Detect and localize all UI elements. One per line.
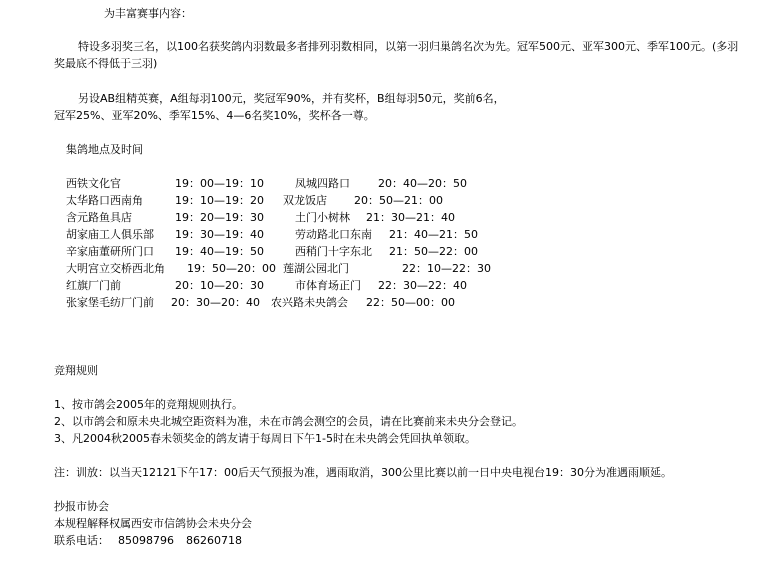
collection-right-time-2: 20：50—21：00 xyxy=(354,194,443,207)
collection-right-time-3: 21：30—21：40 xyxy=(366,211,455,224)
rights-line: 本规程解释权属西安市信鸽协会未央分会 xyxy=(54,517,252,530)
collection-right-place-2: 双龙饭店 xyxy=(283,194,327,207)
special-awards-line-2: 奖最底不得低于三羽) xyxy=(54,57,158,70)
rules-heading: 竞翔规则 xyxy=(54,364,98,377)
collection-right-place-5: 西稍门十字东北 xyxy=(295,245,372,258)
collection-heading: 集鸽地点及时间 xyxy=(66,143,143,156)
collection-right-place-4: 劳动路北口东南 xyxy=(295,228,372,241)
collection-left-place-8: 张家堡毛纺厂门前 xyxy=(66,296,154,309)
intro-line: 为丰富赛事内容： xyxy=(104,7,192,20)
collection-left-place-6: 大明宫立交桥西北角 xyxy=(66,262,165,275)
collection-left-place-3: 含元路鱼具店 xyxy=(66,211,132,224)
special-awards-line-1: 特设多羽奖三名，以100名获奖鸽内羽数最多者排列羽数相同，以第一羽归巢鸽名次为先。冠军500元、亚军300元、季军100元。(多羽 xyxy=(78,40,739,53)
collection-right-place-8: 农兴路未央鸽会 xyxy=(271,296,348,309)
collection-right-place-1: 凤城四路口 xyxy=(295,177,350,190)
ab-group-line-2: 冠军25%、亚军20%、季军15%、4—6名奖10%，奖杯各一尊。 xyxy=(54,109,375,122)
collection-right-time-7: 22：30—22：40 xyxy=(378,279,467,292)
phone-label: 联系电话： xyxy=(54,534,109,547)
collection-left-time-3: 19：20—19：30 xyxy=(175,211,264,224)
ab-group-line-1: 另设AB组精英赛，A组每羽100元，奖冠军90%，并有奖杯，B组每羽50元，奖前6名， xyxy=(78,92,505,105)
collection-left-time-1: 19：00—19：10 xyxy=(175,177,264,190)
note-line: 注：训放：以当天12121下午17：00后天气预报为准，遇雨取消，300公里比赛以前一日中央电视台19：30分为准遇雨顺延。 xyxy=(54,466,672,479)
cc-line: 抄报市协会 xyxy=(54,500,109,513)
collection-left-place-4: 胡家庙工人俱乐部 xyxy=(66,228,154,241)
collection-right-time-5: 21：50—22：00 xyxy=(389,245,478,258)
phone-number-1: 85098796 xyxy=(118,534,174,547)
phone-number-2: 86260718 xyxy=(186,534,242,547)
rule-item: 3、凡2004秋2005春未领奖金的鸽友请于每周日下午1-5时在未央鸽会凭回执单领取。 xyxy=(54,432,476,445)
collection-left-time-8: 20：30—20：40 xyxy=(171,296,260,309)
collection-right-place-3: 土门小树林 xyxy=(295,211,350,224)
collection-left-place-1: 西铁文化官 xyxy=(66,177,121,190)
collection-left-time-2: 19：10—19：20 xyxy=(175,194,264,207)
collection-right-time-4: 21：40—21：50 xyxy=(389,228,478,241)
collection-right-place-6: 莲湖公园北门 xyxy=(283,262,349,275)
rule-item: 2、以市鸽会和原未央北城空距资料为准，未在市鸽会测空的会员，请在比赛前来未央分会登记。 xyxy=(54,415,523,428)
collection-left-time-5: 19：40—19：50 xyxy=(175,245,264,258)
collection-left-time-4: 19：30—19：40 xyxy=(175,228,264,241)
collection-left-place-5: 辛家庙董研所门口 xyxy=(66,245,154,258)
collection-left-place-2: 太华路口西南角 xyxy=(66,194,143,207)
collection-right-time-1: 20：40—20：50 xyxy=(378,177,467,190)
collection-right-time-6: 22：10—22：30 xyxy=(402,262,491,275)
rule-item: 1、按市鸽会2005年的竞翔规则执行。 xyxy=(54,398,243,411)
collection-left-time-6: 19：50—20：00 xyxy=(187,262,276,275)
collection-right-time-8: 22：50—00：00 xyxy=(366,296,455,309)
collection-right-place-7: 市体育场正门 xyxy=(295,279,361,292)
collection-left-time-7: 20：10—20：30 xyxy=(175,279,264,292)
collection-left-place-7: 红旗厂门前 xyxy=(66,279,121,292)
